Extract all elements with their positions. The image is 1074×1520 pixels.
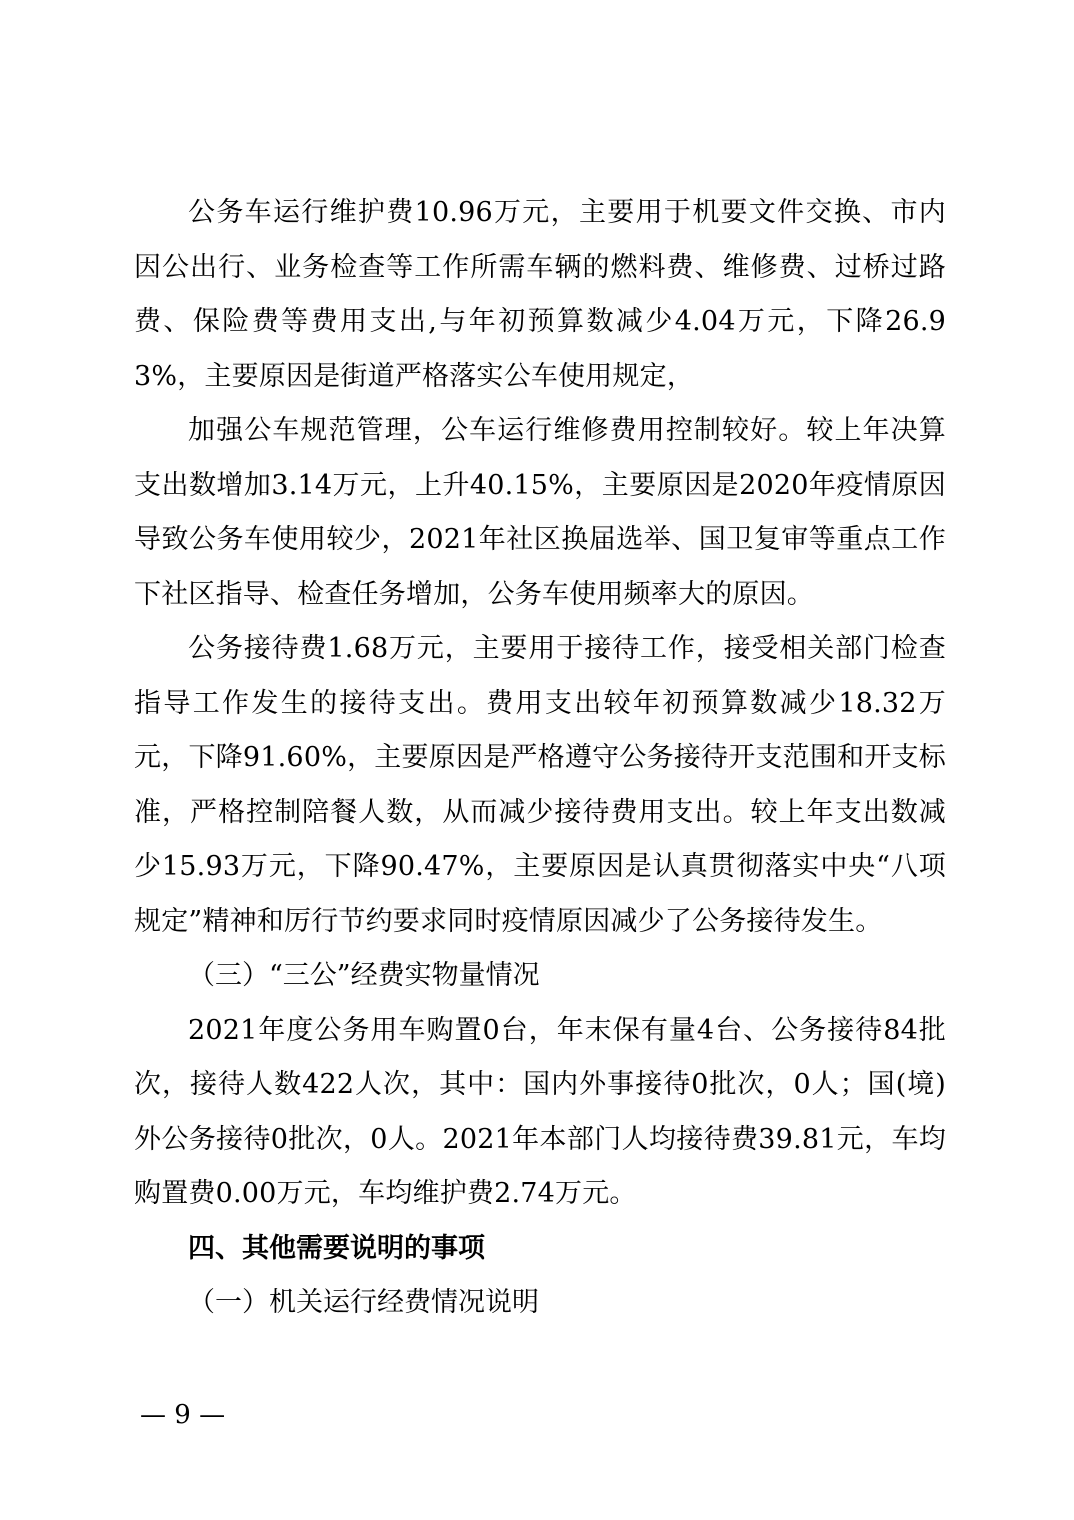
section-heading-physical-quantity: （三）“三公”经费实物量情况: [188, 960, 540, 991]
document-body: [134, 186, 946, 1331]
section-heading-other-matters: 四、其他需要说明的事项: [188, 1232, 485, 1264]
subsection-heading-operating-expenses: （一）机关运行经费情况说明: [188, 1287, 539, 1318]
paragraph-vehicle-management: 加强公车规范管理，公车运行维修费用控制较好。较上年决算支出数增加3.14万元，上升40.15%，主要原因是2020年疫情原因导致公务车使用较少，2021年社区换届选举、国卫复审等重点工作下社区指导、检查任务增加，公务车使用频率大的原因。: [134, 415, 946, 610]
paragraph-physical-quantity: 2021年度公务用车购置0台，年末保有量4台、公务接待84批次，接待人数422人次，其中：国内外事接待0批次，0人；国(境)外公务接待0批次，0人。2021年本部门人均接待费39.81元，车均购置费0.00万元，车均维护费2.74万元。: [134, 1014, 946, 1209]
paragraph-vehicle-maintenance: 公务车运行维护费10.96万元，主要用于机要文件交换、市内因公出行、业务检查等工作所需车辆的燃料费、维修费、过桥过路费、保险费等费用支出,与年初预算数减少4.04万元，下降26.93%，主要原因是街道严格落实公车使用规定，: [134, 197, 946, 392]
paragraph-reception-expense: 公务接待费1.68万元，主要用于接待工作，接受相关部门检查指导工作发生的接待支出。费用支出较年初预算数减少18.32万元，下降91.60%，主要原因是严格遵守公务接待开支范围和开支标准，严格控制陪餐人数，从而减少接待费用支出。较上年支出数减少15.93万元，下降90.47%，主要原因是认真贯彻落实中央“八项规定”精神和厉行节约要求同时疫情原因减少了公务接待发生。: [134, 633, 946, 937]
page-number: — 9 —: [140, 1400, 226, 1430]
